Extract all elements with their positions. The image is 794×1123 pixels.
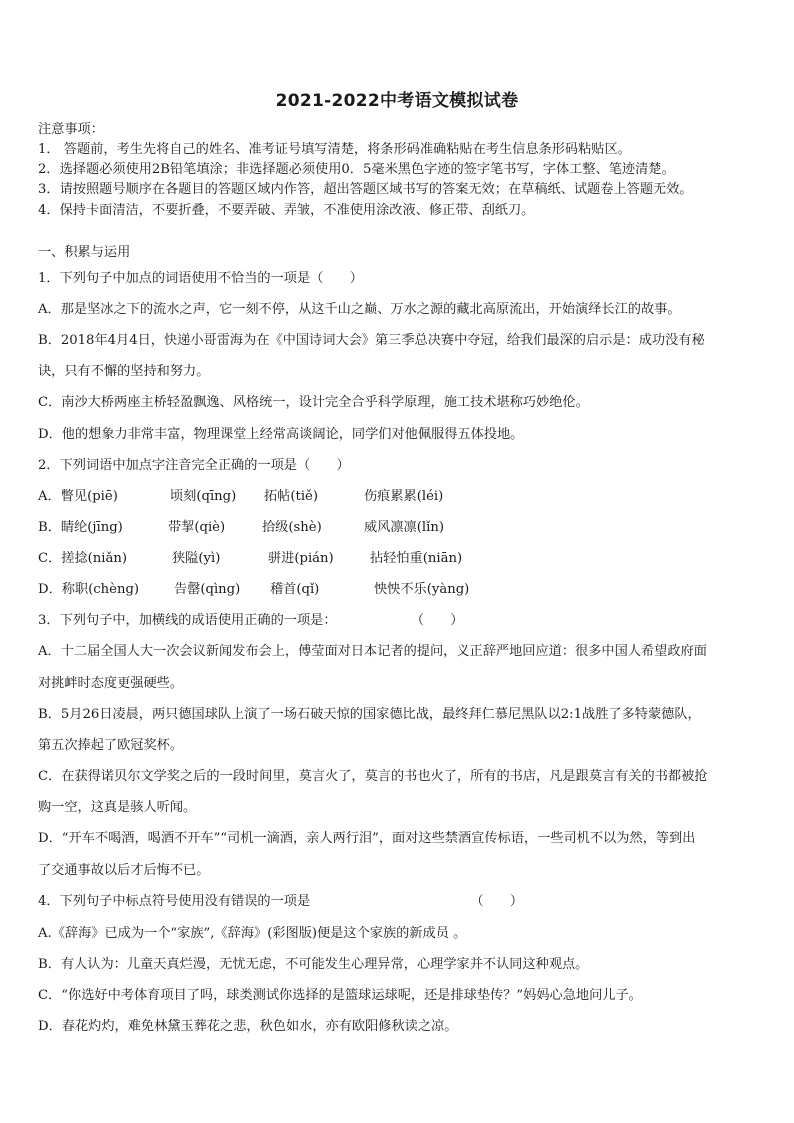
notice-item-1: 1． 答题前，考生先将自己的姓名、准考证号填写清楚，将条形码准确粘贴在考生信息条形码粘贴区。	[38, 142, 631, 157]
q3-option-b-line2: 第五次捧起了欧冠奖杯。	[38, 738, 184, 753]
notice-heading: 注意事项：	[38, 122, 104, 137]
q2-stem: 2．下列词语中加点字注音完全正确的一项是（ ）	[38, 458, 350, 473]
q2-c-word-4: 拈轻怕重(niān)	[370, 551, 463, 566]
q2-c-word-1: C．搓捻(niǎn)	[38, 551, 128, 566]
q2-c-word-2: 狭隘(yì)	[172, 551, 221, 566]
q2-d-word-3: 稽首(qǐ)	[270, 582, 320, 597]
q2-a-word-3: 拓帖(tiě)	[264, 489, 318, 504]
notice-item-3: 3．请按照题号顺序在各题目的答题区域内作答，超出答题区域书写的答案无效；在草稿纸、试题卷上答题无效。	[38, 182, 693, 197]
q3-option-c-line1: C．在获得诺贝尔文学奖之后的一段时间里，莫言火了，莫言的书也火了，所有的书店，凡是跟莫言有关的书都被抢	[38, 769, 708, 784]
q3-option-c-line2: 购一空，这真是骇人听闻。	[38, 800, 197, 815]
q1-option-a: A．那是坚冰之下的流水之声，它一刻不停，从这千山之巅、万水之源的藏北高原流出，开始演绎长江的故事。	[38, 302, 681, 317]
q2-d-word-2: 告罄(qìng)	[174, 582, 241, 597]
q2-b-word-1: B．睛纶(jīng)	[38, 520, 123, 535]
q3-option-b-line1: B．5月26日凌晨，两只德国球队上演了一场石破天惊的国家德比战，最终拜仁慕尼黑队以2:1战胜了多特蒙德队，	[38, 707, 701, 722]
q1-option-c: C．南沙大桥两座主桥轻盈飘逸、风格统一，设计完全合乎科学原理，施工技术堪称巧妙绝伦。	[38, 395, 589, 410]
q2-a-word-2: 顷刻(qīng)	[170, 489, 237, 504]
q3-option-d-line2: 了交通事故以后才后悔不已。	[38, 863, 210, 878]
notice-item-4: 4．保持卡面清洁，不要折叠，不要弄破、弄皱，不准使用涂改液、修正带、刮纸刀。	[38, 203, 535, 218]
exam-title: 2021-2022中考语文模拟试卷	[275, 91, 519, 111]
q4-stem-text: 4．下列句子中标点符号使用没有错误的一项是	[38, 894, 311, 909]
q4-stem	[38, 892, 523, 912]
q2-c-word-3: 骈进(pián)	[268, 551, 334, 566]
q1-option-b-line2: 诀，只有不懈的坚持和努力。	[38, 364, 210, 379]
q3-option-a-line2: 对挑衅时态度更强硬些。	[38, 676, 184, 691]
q2-d-word-1: D．称职(chèng)	[38, 582, 140, 597]
section-heading: 一、积累与运用	[38, 245, 131, 260]
q2-d-word-4: 怏怏不乐(yàng)	[374, 582, 470, 597]
q2-b-word-3: 拾级(shè)	[262, 520, 322, 535]
q4-option-a: A.《辞海》已成为一个“家族”,《辞海》(彩图版)便是这个家族的新成员 。	[38, 926, 467, 941]
q3-answer-paren: （ ）	[410, 613, 464, 628]
notice-item-2: 2．选择题必须使用2B铅笔填涂；非选择题必须使用0．5毫米黑色字迹的签字笔书写，字体工整、笔迹清楚。	[38, 162, 675, 177]
q1-stem: 1．下列句子中加点的词语使用不恰当的一项是（ ）	[38, 271, 363, 286]
q3-stem-text: 3．下列句子中，加横线的成语使用正确的一项是：	[38, 613, 337, 628]
q4-option-c: C．“你选好中考体育项目了吗，球类测试你选择的是篮球运球呢，还是排球垫传？”妈妈心急地问儿子。	[38, 988, 642, 1003]
q3-stem	[38, 611, 463, 631]
q3-option-d-line1: D．“开车不喝酒，喝酒不开车”“司机一滴酒，亲人两行泪”，面对这些禁酒宣传标语，一些司机不以为然，等到出	[38, 831, 696, 846]
q1-option-d: D．他的想象力非常丰富，物理课堂上经常高谈阔论，同学们对他佩服得五体投地。	[38, 427, 524, 442]
q2-b-word-2: 带挈(qiè)	[168, 520, 226, 535]
q1-option-b-line1: B．2018年4月4日，快递小哥雷海为在《中国诗词大会》第三季总决赛中夺冠，给我们最深的启示是：成功没有秘	[38, 333, 705, 348]
q2-a-word-4: 伤痕累累(léi)	[364, 489, 444, 504]
q4-option-b: B．有人认为：儿童天真烂漫，无忧无虑，不可能发生心理异常，心理学家并不认同这种观点。	[38, 957, 589, 972]
q2-b-word-4: 威风凛凛(lǐn)	[364, 520, 444, 535]
q2-a-word-1: A．瞥见(piē)	[38, 489, 118, 504]
q4-option-d: D．春花灼灼，难免林黛玉葬花之悲，秋色如水，亦有欧阳修秋读之凉。	[38, 1019, 458, 1034]
q3-option-a-line1: A．十二届全国人大一次会议新闻发布会上，傅莹面对日本记者的提问，义正辞严地回应道：很多中国人希望政府面	[38, 644, 707, 659]
q4-answer-paren: （ ）	[470, 894, 524, 909]
